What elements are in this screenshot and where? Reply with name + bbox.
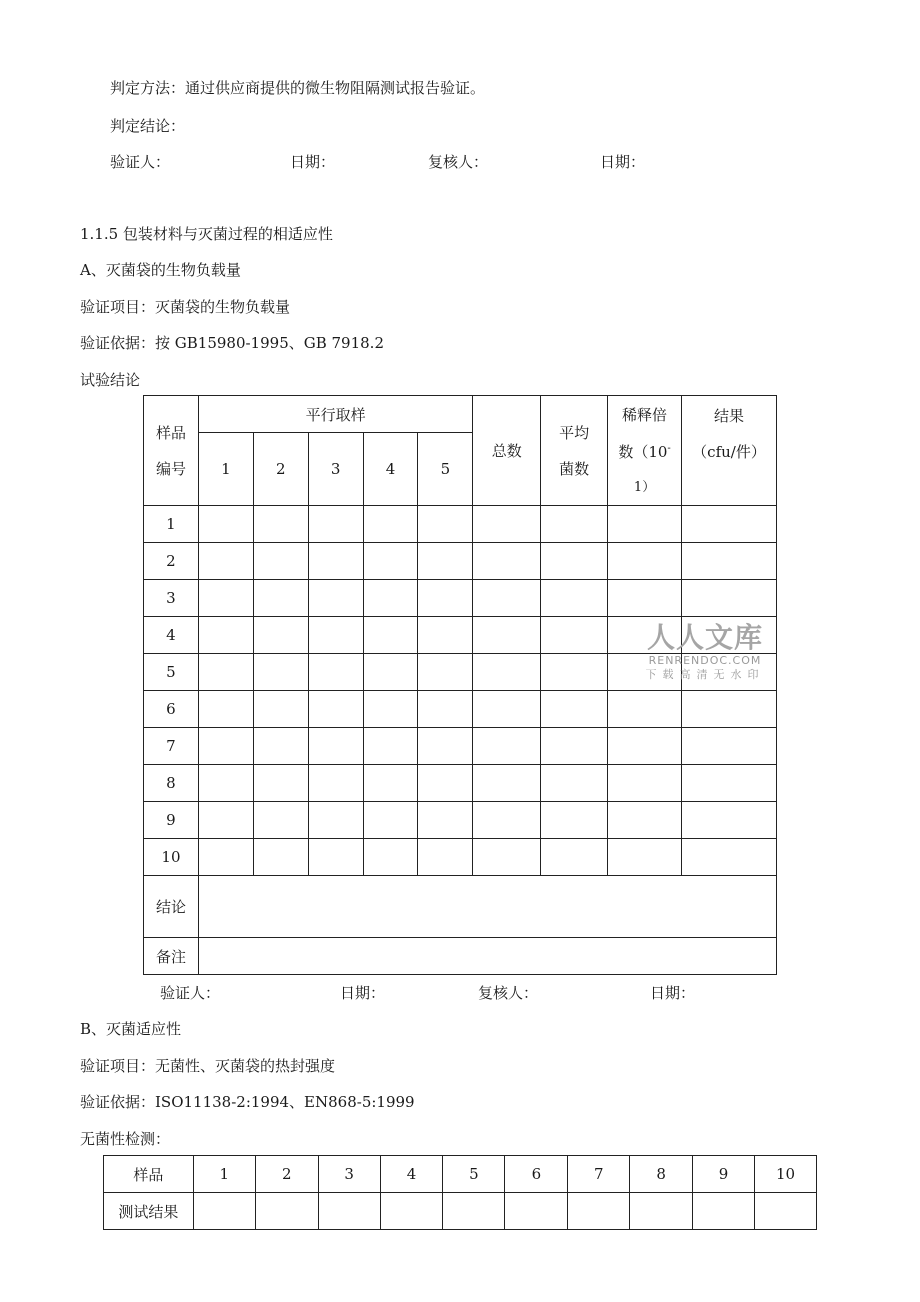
remark-label: 备注: [144, 938, 199, 975]
sample-col: 5: [443, 1156, 505, 1193]
sign2-date: 日期：: [340, 984, 386, 1002]
row-number: 3: [144, 580, 199, 617]
sample-col: 2: [255, 1156, 318, 1193]
result-header: 结果 （cfu/件）: [682, 396, 777, 506]
sign-reviewer: 复核人：: [428, 153, 489, 171]
sub-col-header: 2: [253, 433, 308, 506]
sign-date-2: 日期：: [600, 153, 646, 171]
table-row: [144, 839, 777, 876]
conclusion-label: 结论: [144, 876, 199, 938]
average-header: 平均 菌数: [541, 396, 608, 506]
sterility-table: [103, 1155, 817, 1230]
conclusion-cell: [198, 876, 776, 938]
sample-col: 7: [568, 1156, 630, 1193]
sign2-date-2: 日期：: [650, 984, 696, 1002]
sterility-label: 无菌性检测：: [80, 1130, 171, 1148]
bioburden-table: [143, 395, 777, 975]
row-number: 4: [144, 617, 199, 654]
section-b-basis: 验证依据：ISO11138-2:1994、EN868-5:1999: [80, 1093, 415, 1111]
row-number: 5: [144, 654, 199, 691]
table-row: [144, 506, 777, 543]
table-row: [144, 802, 777, 839]
sample-col: 3: [318, 1156, 380, 1193]
section-a-title: A、灭菌袋的生物负载量: [80, 261, 241, 279]
sign2-reviewer: 复核人：: [478, 984, 539, 1002]
parallel-sampling-header: 平行取样: [198, 396, 472, 433]
sample-col: 4: [380, 1156, 443, 1193]
row-number: 6: [144, 691, 199, 728]
sample-col: 8: [630, 1156, 693, 1193]
section-a-item: 验证项目：灭菌袋的生物负载量: [80, 298, 291, 316]
sample-col: 6: [505, 1156, 568, 1193]
sub-col-header: 1: [198, 433, 253, 506]
section-b-item: 验证项目：无菌性、灭菌袋的热封强度: [80, 1057, 336, 1075]
section-a-result-label: 试验结论: [80, 371, 141, 389]
judgement-conclusion: 判定结论：: [110, 117, 186, 135]
sample-number-header: 样品 编号: [144, 396, 199, 506]
section-heading: 1.1.5 包装材料与灭菌过程的相适应性: [80, 225, 333, 243]
section-a-basis: 验证依据：按 GB15980-1995、GB 7918.2: [80, 334, 384, 352]
watermark-domain: RENRENDOC.COM: [648, 654, 762, 667]
table-row: [144, 728, 777, 765]
sign-date: 日期：: [290, 153, 336, 171]
row-number: 2: [144, 543, 199, 580]
test-result-label: 测试结果: [104, 1193, 194, 1230]
row-number: 1: [144, 506, 199, 543]
total-header: 总数: [473, 396, 541, 506]
row-number: 7: [144, 728, 199, 765]
sample-col: 9: [693, 1156, 755, 1193]
table-row: [144, 580, 777, 617]
sign-verifier: 验证人：: [110, 153, 171, 171]
row-number: 8: [144, 765, 199, 802]
row-number: 9: [144, 802, 199, 839]
sub-col-header: 3: [308, 433, 363, 506]
sample-col: 1: [193, 1156, 255, 1193]
row-number: 10: [144, 839, 199, 876]
sign2-verifier: 验证人：: [160, 984, 221, 1002]
watermark: [630, 622, 780, 682]
table-row: [144, 765, 777, 802]
sample-col: 10: [755, 1156, 817, 1193]
sample-header: 样品: [104, 1156, 194, 1193]
watermark-tagline: 下载高清无水印: [645, 668, 765, 681]
section-b-title: B、灭菌适应性: [80, 1020, 182, 1038]
sub-col-header: 4: [363, 433, 418, 506]
remark-cell: [198, 938, 776, 975]
dilution-header: 稀释倍 数（10- 1）: [608, 396, 682, 506]
sub-col-header: 5: [418, 433, 473, 506]
judgement-method: 判定方法：通过供应商提供的微生物阻隔测试报告验证。: [110, 79, 486, 97]
watermark-logo-text: 人人文库: [646, 621, 763, 654]
table-row: [144, 691, 777, 728]
table-row: [144, 543, 777, 580]
